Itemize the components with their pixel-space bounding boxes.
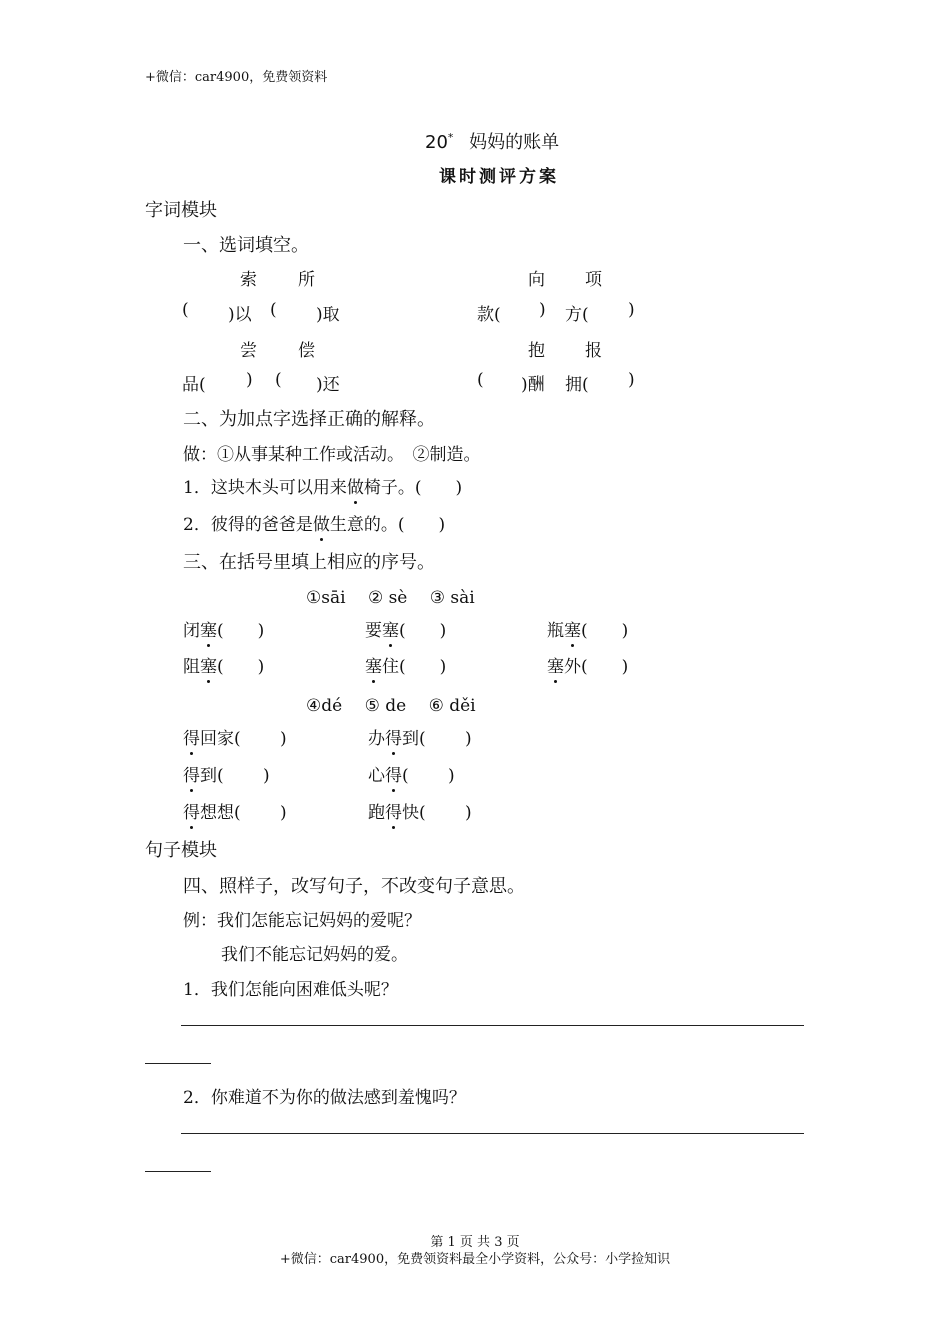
q3-item: 得想想( ): [183, 798, 287, 823]
title-star: *: [447, 131, 454, 144]
q1-blank: (: [477, 370, 484, 390]
q1-option: 偿: [298, 341, 315, 361]
q1-blank: (: [270, 300, 277, 320]
q1-option: 索: [240, 270, 257, 290]
q1-blank: )酬: [521, 375, 545, 395]
dotted-char: 塞: [200, 616, 217, 641]
q1-blank: (: [275, 370, 282, 390]
q1-option: 项: [585, 270, 602, 290]
dotted-char: 塞: [382, 616, 399, 641]
q3-item: 塞住( ): [365, 652, 446, 677]
q1-blank: 方(: [565, 305, 589, 325]
q3-item: 跑得快( ): [368, 798, 472, 823]
dotted-char: 得: [385, 724, 402, 749]
answer-line[interactable]: [181, 1025, 804, 1026]
dotted-char: 得: [183, 761, 200, 786]
page-title: [425, 128, 559, 154]
q1-blank: 款(: [477, 305, 501, 325]
dotted-char: 塞: [547, 652, 564, 677]
page-number: 第 1 页 共 3 页: [430, 1235, 520, 1250]
dotted-char: 得: [183, 798, 200, 823]
footer-note: +微信：car4900，免费领资料最全小学资料，公众号：小学捡知识: [279, 1252, 671, 1267]
q3-item: 办得到( ): [368, 724, 472, 749]
q4-sentence-1: 1．我们怎能向困难低头呢？: [183, 980, 398, 1000]
q3-item: 心得( ): [368, 761, 455, 786]
q1-option: 抱: [528, 341, 545, 361]
q1-blank: ): [628, 370, 635, 390]
q3-item: 得到( ): [183, 761, 270, 786]
section-words: 字词模块: [145, 200, 217, 221]
q3-item: 要塞( ): [365, 616, 446, 641]
q1-blank: 品(: [182, 375, 206, 395]
q1-option: 报: [585, 341, 602, 361]
answer-line[interactable]: [181, 1133, 804, 1134]
q3-pinyin-2: ④dé ⑤ de ⑥ děi: [306, 696, 476, 716]
dotted-char: 得: [385, 798, 402, 823]
q2-heading: 二、为加点字选择正确的解释。: [183, 409, 435, 430]
q3-pinyin-1: ①sāi ② sè ③ sài: [306, 588, 475, 608]
q1-blank: (: [182, 300, 189, 320]
title-text: 妈妈的账单: [469, 132, 560, 153]
q1-blank: ): [628, 300, 635, 320]
q4-example-question: 例：我们怎能忘记妈妈的爱呢？: [183, 911, 421, 931]
header-note: +微信：car4900，免费领资料: [145, 70, 328, 85]
q3-item: 闭塞( ): [183, 616, 264, 641]
q2-meaning: 做：①从事某种工作或活动。 ②制造。: [183, 445, 481, 465]
page-subtitle: 课时测评方案: [439, 167, 559, 187]
section-sentences: 句子模块: [145, 840, 217, 861]
q1-blank: 拥(: [565, 375, 589, 395]
q1-option: 尝: [240, 341, 257, 361]
answer-line-continuation[interactable]: [145, 1063, 211, 1064]
q2-sentence-2: 2．彼得的爸爸是做生意的。( ): [183, 510, 445, 535]
q1-blank: )以: [228, 305, 252, 325]
dotted-char: 得: [183, 724, 200, 749]
q4-example-answer: 我们不能忘记妈妈的爱。: [221, 945, 408, 965]
q1-blank: )还: [316, 375, 340, 395]
q4-heading: 四、照样子，改写句子，不改变句子意思。: [183, 876, 525, 897]
dotted-char: 得: [385, 761, 402, 786]
q2-sentence-1: 1．这块木头可以用来做椅子。( ): [183, 473, 462, 498]
answer-line-continuation[interactable]: [145, 1171, 211, 1172]
dotted-char: 塞: [365, 652, 382, 677]
q3-item: 阻塞( ): [183, 652, 264, 677]
q1-heading: 一、选词填空。: [183, 235, 309, 256]
dotted-char: 塞: [564, 616, 581, 641]
q3-item: 瓶塞( ): [547, 616, 628, 641]
q1-blank: ): [539, 300, 546, 320]
title-number: 20: [425, 132, 448, 153]
dotted-char: 做: [313, 510, 330, 535]
q3-item: 塞外( ): [547, 652, 628, 677]
dotted-char: 做: [347, 473, 364, 498]
q4-sentence-2: 2．你难道不为你的做法感到羞愧吗？: [183, 1088, 466, 1108]
q3-item: 得回家( ): [183, 724, 287, 749]
q1-option: 所: [298, 270, 315, 290]
q1-blank: ): [246, 370, 253, 390]
q1-blank: )取: [316, 305, 340, 325]
q1-option: 向: [528, 270, 545, 290]
dotted-char: 塞: [200, 652, 217, 677]
q3-heading: 三、在括号里填上相应的序号。: [183, 552, 435, 573]
